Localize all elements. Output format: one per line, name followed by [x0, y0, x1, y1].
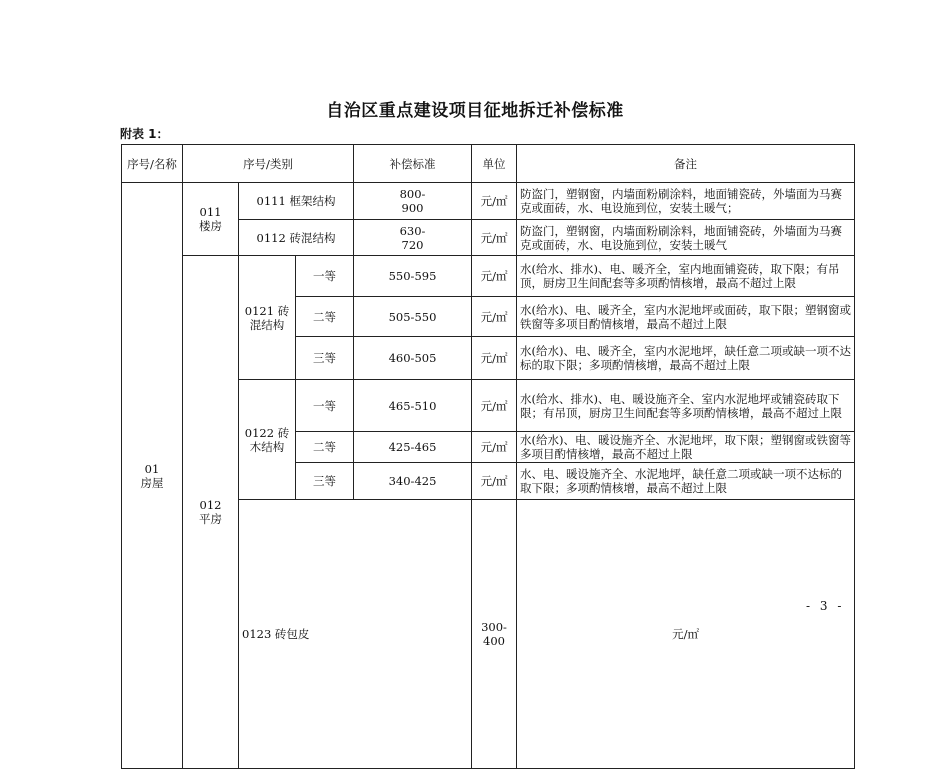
price-cell: 460-505 [354, 337, 472, 380]
price-cell: 800- 900 [354, 183, 472, 220]
grade-cell: 一等 [296, 380, 354, 432]
header-remark: 备注 [517, 145, 855, 183]
price-cell: 550-595 [354, 256, 472, 297]
document-title: 自治区重点建设项目征地拆迁补偿标准 [326, 101, 624, 121]
remark-cell: 防盗门，塑钢窗，内墙面粉刷涂料，地面铺瓷砖，外墙面为马赛克或面砖，水、电设施到位，安装土暖气 [517, 220, 855, 256]
price-cell: 630- 720 [354, 220, 472, 256]
grade-cell: 三等 [296, 463, 354, 500]
price-cell: 300- 400 [472, 500, 517, 769]
header-unit: 单位 [472, 145, 517, 183]
header-standard: 补偿标准 [354, 145, 472, 183]
grade-cell: 三等 [296, 337, 354, 380]
remark-cell: 水(给水)、电、暖设施齐全、水泥地坪，取下限；塑钢窗或铁窗等多项目酌情核增，最高不超过上限 [517, 432, 855, 463]
unit-cell: 元/㎡ [472, 463, 517, 500]
page-number: - 3 - [806, 599, 845, 613]
price-cell: 425-465 [354, 432, 472, 463]
compensation-table [121, 144, 855, 769]
type-label: 0123 砖包皮 [239, 500, 472, 769]
unit-cell: 元/㎡ [472, 220, 517, 256]
building-label: 011 楼房 [183, 183, 239, 256]
price-cell: 340-425 [354, 463, 472, 500]
remark-cell: 水(给水、排水)、电、暖设施齐全、室内水泥地坪或铺瓷砖取下限；有吊顶，厨房卫生间配套等多项酌情核增，最高不超过上限 [517, 380, 855, 432]
type-label: 0112 砖混结构 [239, 220, 354, 256]
unit-cell: 元/㎡ [472, 183, 517, 220]
type-label: 0111 框架结构 [239, 183, 354, 220]
price-cell: 465-510 [354, 380, 472, 432]
remark-cell: 水、电、暖设施齐全、水泥地坪，缺任意二项或缺一项不达标的取下限；多项酌情核增，最高不超过上限 [517, 463, 855, 500]
brick-concrete-label: 0121 砖 混结构 [239, 256, 296, 380]
unit-cell: 元/㎡ [472, 297, 517, 337]
grade-cell: 二等 [296, 432, 354, 463]
header-row [122, 145, 855, 183]
unit-cell: 元/㎡ [472, 337, 517, 380]
unit-cell: 元/㎡ [517, 500, 855, 769]
header-seq-category: 序号/类别 [183, 145, 354, 183]
grade-cell: 二等 [296, 297, 354, 337]
unit-cell: 元/㎡ [472, 380, 517, 432]
price-cell: 505-550 [354, 297, 472, 337]
remark-cell: 水(给水)、电、暖齐全，室内水泥地坪，缺任意二项或缺一项不达标的取下限；多项酌情核增，最高不超过上限 [517, 337, 855, 380]
unit-cell: 元/㎡ [472, 256, 517, 297]
remark-cell: 水(给水、排水)、电、暖齐全，室内地面铺瓷砖，取下限；有吊顶，厨房卫生间配套等多项酌情核增，最高不超过上限 [517, 256, 855, 297]
attachment-label: 附表 1： [120, 127, 169, 141]
table-row [122, 256, 855, 297]
table-row [122, 183, 855, 220]
bungalow-label: 012 平房 [183, 256, 239, 769]
group-house-label: 01 房屋 [122, 183, 183, 769]
header-seq-name: 序号/名称 [122, 145, 183, 183]
remark-cell: 水(给水)、电、暖齐全，室内水泥地坪或面砖，取下限；塑钢窗或铁窗等多项目酌情核增，最高不超过上限 [517, 297, 855, 337]
brick-wood-label: 0122 砖 木结构 [239, 380, 296, 500]
unit-cell: 元/㎡ [472, 432, 517, 463]
grade-cell: 一等 [296, 256, 354, 297]
remark-cell: 防盗门，塑钢窗，内墙面粉刷涂料，地面铺瓷砖，外墙面为马赛克或面砖，水、电设施到位，安装土暖气； [517, 183, 855, 220]
